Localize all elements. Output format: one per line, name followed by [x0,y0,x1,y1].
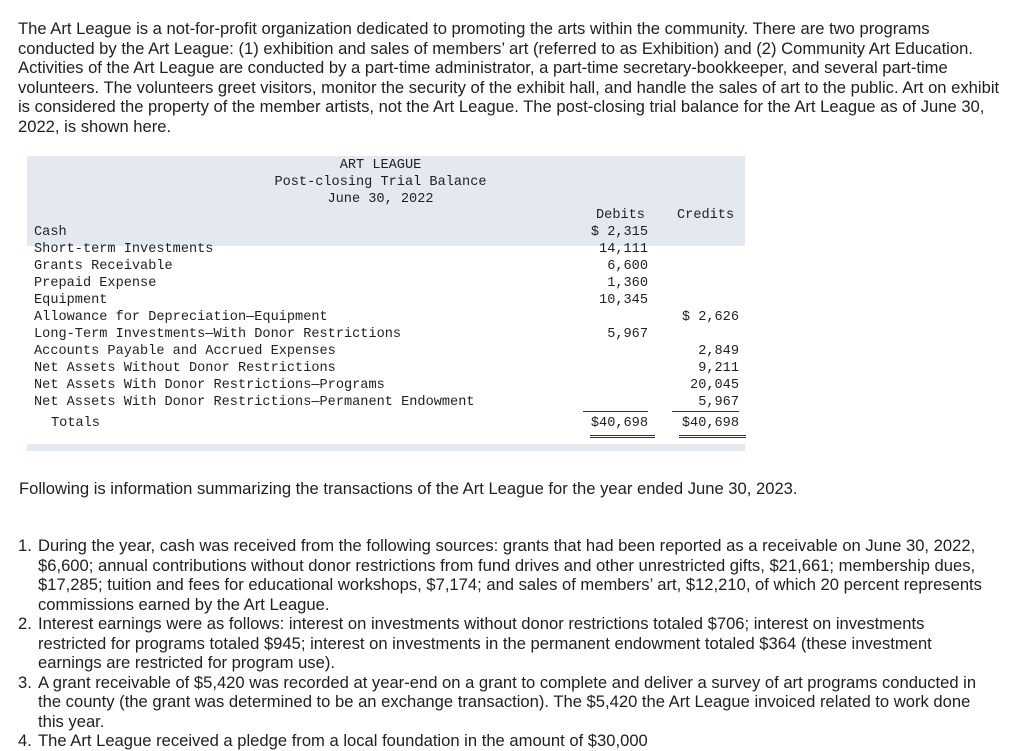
debit-double-rule-top [590,435,655,436]
table-row [34,310,739,327]
row-credit: 20,045 [690,378,739,393]
row-debit: $ 2,315 [590,225,648,240]
item-text: A grant receivable of $5,420 was recorded at year-end on a grant to complete and deliver a survey of art programs conducted in the county (the grant was determined to be an exchange transaction). The $5,420 the Art League invoiced related to work done this year. [38,672,977,731]
item-number: 1. [18,536,32,555]
table-row [34,361,739,378]
row-debit: 5,967 [607,327,648,342]
table-row [34,293,739,310]
table-title: ART LEAGUE [339,158,422,173]
row-debit: 6,600 [607,259,648,274]
row-label: Net Assets Without Donor Restrictions [34,361,336,376]
row-label: Long-Term Investments—With Donor Restrictions [34,327,402,342]
row-label: Accounts Payable and Accrued Expenses [34,344,336,359]
item-number: 4. [18,731,32,750]
totals-label: Totals [51,416,100,431]
list-item [18,731,993,751]
row-debit: 10,345 [599,293,648,308]
table-row [34,327,739,344]
total-debits: $40,698 [590,416,648,431]
row-label: Cash [34,225,67,240]
item-number: 2. [18,614,32,633]
table-footer-band [27,444,745,451]
row-label: Allowance for Depreciation—Equipment [34,310,328,325]
row-label: Prepaid Expense [34,276,157,291]
table-row [34,276,739,293]
table-row [34,225,739,242]
transaction-list [18,536,993,751]
credit-double-rule-top [679,435,746,436]
list-item [18,536,993,614]
item-number: 3. [18,672,32,692]
table-row [34,378,739,395]
row-credit: $ 2,626 [681,310,739,325]
credit-double-rule-bottom [679,437,746,438]
list-item [18,673,993,732]
row-debit: 14,111 [599,242,648,257]
totals-row [34,416,739,433]
table-row [34,242,739,259]
row-debit: 1,360 [607,276,648,291]
row-credit: 5,967 [698,395,739,410]
trial-balance-table [27,156,745,451]
row-label: Net Assets With Donor Restrictions—Permanent Endowment [34,395,475,410]
row-label: Short-term Investments [34,242,214,257]
debit-total-rule [583,411,648,412]
row-label: Grants Receivable [34,259,173,274]
table-subtitle: Post-closing Trial Balance [274,175,487,190]
debit-double-rule-bottom [590,437,655,438]
credit-total-rule [672,411,739,412]
credits-header: Credits [677,208,735,223]
list-item [18,614,993,673]
table-row [34,259,739,276]
following-paragraph: Following is information summarizing the transactions of the Art League for the year ended June 30, 2023. [19,479,798,498]
item-text: The Art League received a pledge from a local foundation in the amount of $30,000 [38,731,648,750]
row-credit: 2,849 [698,344,739,359]
row-label: Equipment [34,293,108,308]
debits-header: Debits [596,208,645,223]
item-text: During the year, cash was received from the following sources: grants that had been reported as a receivable on June 30, 2022, $6,600; annual contributions without donor restrictions from fund drives and other unrestricted gifts, $21,661; membership dues, $17,285; tuition and fees for educational workshops, $7,174; and sales of members’ art, $12,210, of which 20 percent represents commissions earned by the Art League. [38,536,982,614]
total-credits: $40,698 [681,416,739,431]
item-text: Interest earnings were as follows: interest on investments without donor restrictions totaled $706; interest on investments restricted for programs totaled $945; interest on investments in the permanent endowment totaled $364 (these investment earnings are restricted for program use). [38,614,932,672]
table-date: June 30, 2022 [327,192,434,207]
intro-paragraph: The Art League is a not-for-profit organization dedicated to promoting the arts within the community. There are two programs conducted by the Art League: (1) exhibition and sales of members’ art (referred to as Exhibition) and (2) Community Art Education. Activities of the Art League are conducted by a part-time administrator, a part-time secretary-bookkeeper, and several part-time volunteers. The volunteers greet visitors, monitor the security of the exhibit hall, and handle the sales of art to the public. Art on exhibit is considered the property of the member artists, not the Art League. The post-closing trial balance for the Art League as of June 30, 2022, is shown here. [18,19,1000,136]
row-credit: 9,211 [698,361,739,376]
row-label: Net Assets With Donor Restrictions—Programs [34,378,385,393]
table-row [34,395,739,412]
table-row [34,344,739,361]
